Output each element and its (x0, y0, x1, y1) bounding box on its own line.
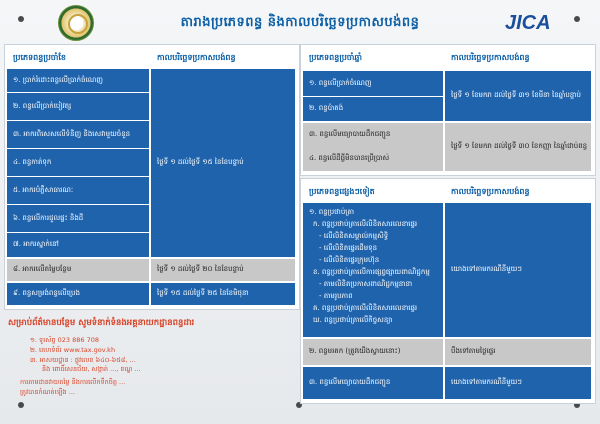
other-line: គ. ពន្ធប្រថាប់ត្រាលើលិខិតសារលេខាផ្ទេរ (313, 304, 418, 312)
other-date-3: យោងទៅតាមករណីនីមួយៗ (445, 367, 591, 399)
monthly-row-1: ១. ប្រាក់រំដោះពន្ធលើប្រាក់ចំណេញ (7, 69, 149, 93)
monthly-row-9: ៩. ពន្ធសម្រង់ពន្ធលើប្រេង (7, 283, 149, 305)
annual-date-1-2: ថ្ងៃទី ១ ខែមករា ដល់ថ្ងៃទី ៣១ ខែមីនា នៃឆ្នាំបន្ទាប់ (445, 71, 591, 121)
other-line: - លើលិខិតផ្ទេរក្រុមហ៊ុន (319, 256, 380, 264)
other-line: ខ. ពន្ធប្រថាប់ត្រាលើការផ្សព្វផ្សាយពាណិជ្ជកម្ម (313, 268, 430, 276)
annual-date-3-4: ថ្ងៃទី ១ ខែមករា ដល់ថ្ងៃទី ៣០ ខែកញ្ញា នៃឆ្នាំជាប់ពន្ធ (445, 123, 591, 171)
screw-icon (18, 16, 24, 22)
annual-col2-header: កាលបរិច្ឆេទប្រកាសបង់ពន្ធ (451, 53, 530, 62)
monthly-col1-header: ប្រភេទពន្ធប្រចាំខែ (13, 53, 67, 62)
jica-logo: JICA (505, 12, 551, 34)
contact-address-2: និង ពោធិ៍សេនជ័យ, សង្កាត់ ..., ខណ្ឌ ... (42, 365, 141, 373)
annual-row-4: ៤. ពន្ធលើដីធ្លីមិនបានប្រើប្រាស់ (303, 147, 443, 171)
page-title: តារាងប្រភេទពន្ធ និងកាលបរិច្ឆេទប្រកាសបង់ពន្ធ (180, 14, 420, 30)
other-row-1 (303, 203, 443, 337)
monthly-date-9: ថ្ងៃទី ១៥ ដល់ថ្ងៃទី ២៥ នៃខែមិថុនា (151, 283, 295, 305)
contact-phone: ១. ទូរស័ព្ទ 023 886 708 (30, 336, 99, 344)
other-date-1: យោងទៅតាមករណីនីមួយៗ (445, 203, 591, 337)
contact-note-1: ការតាមដានវាយតម្លៃ និងការលើកទឹកចិត្ត ... (20, 378, 126, 386)
monthly-row-2: ២. ពន្ធលើប្រាក់បៀវត្ស (7, 93, 149, 121)
monthly-row-7: ៧. អាករស្នាក់នៅ (7, 233, 149, 257)
gdt-seal-icon (58, 5, 94, 41)
other-col2-header: កាលបរិច្ឆេទប្រកាសបង់ពន្ធ (451, 187, 530, 196)
other-line: - លើលិខិតសម្គាល់កម្មសិទ្ធិ (319, 232, 389, 240)
contact-address: ៣. អាសយដ្ឋាន : ផ្លូវលេខ ៦៤០-៦៥៨, ... (30, 356, 136, 364)
monthly-row-5: ៥. អាករបំភ្លឺសាធារណៈ (7, 177, 149, 205)
annual-col1-header: ប្រភេទពន្ធប្រចាំឆ្នាំ (309, 53, 363, 62)
annual-tax-panel (300, 44, 596, 176)
monthly-date-1-7: ថ្ងៃទី ១ ដល់ថ្ងៃទី ១៥ នៃខែបន្ទាប់ (151, 69, 295, 257)
other-col1-header: ប្រភេទពន្ធផ្សេងៗទៀត (309, 187, 375, 196)
other-line: ក. ពន្ធប្រថាប់ត្រាលើលិខិតសារលេខាផ្ទេរ (313, 220, 418, 228)
annual-row-2: ២. ពន្ធប៉ាតង់ (303, 97, 443, 121)
monthly-row-8: ៨. អាករលើតម្លៃបន្ថែម (7, 259, 149, 281)
other-line: ឃ. ពន្ធប្រថាប់ត្រាលើកិច្ចសន្យា (313, 316, 393, 324)
other-date-2: បឹងទៅតាមថ្ងៃផ្ទេរ (445, 339, 591, 365)
other-line: ១. ពន្ធប្រថាប់ត្រា (309, 208, 355, 216)
annual-row-1: ១. ពន្ធលើប្រាក់ចំណេញ (303, 71, 443, 97)
other-line: - តាមលិខិតប្រកាសពាណិជ្ជកម្មនានា (319, 280, 413, 288)
contact-note-2: ត្រូវបានកំណត់ឡើង ... (20, 388, 75, 396)
monthly-col2-header: កាលបរិច្ឆេទប្រកាសបង់ពន្ធ (157, 53, 236, 62)
other-tax-panel (300, 178, 596, 404)
annual-row-3: ៣. ពន្ធលើមធ្យោបាយដឹកជញ្ជូន (303, 123, 443, 147)
contact-website[interactable]: ២. គេហទំព័រ www.tax.gov.kh (30, 346, 116, 354)
contact-title: សម្រាប់ព័ត៌មានបន្ថែម សូមទំនាក់ទំនងអគ្គនាយកដ្ឋានពន្ធដារ (8, 318, 195, 328)
monthly-row-4: ៤. ពន្ធកាត់ទុក (7, 149, 149, 177)
screw-icon (574, 16, 580, 22)
header (0, 0, 600, 44)
other-line: - តាមរូបភាព (319, 292, 353, 300)
screw-icon (18, 402, 24, 408)
other-row-3: ៣. ពន្ធលើមធ្យោបាយដឹកជញ្ជូន (303, 367, 443, 399)
other-line: - លើលិខិតផ្ទេរដើមទុន (319, 244, 378, 252)
monthly-tax-panel (4, 44, 300, 310)
monthly-row-6: ៦. ពន្ធលើការជួលផ្ទះ និងដី (7, 205, 149, 233)
monthly-date-8: ថ្ងៃទី ១ ដល់ថ្ងៃទី ២០ នៃខែបន្ទាប់ (151, 259, 295, 281)
monthly-row-3: ៣. អាករពិសេសលើទំនិញ និងសេវាមួយចំនួន (7, 121, 149, 149)
other-row-2: ២. ពន្ធមរតក (ត្រូវយើងស្វាយនោះ) (303, 339, 443, 365)
